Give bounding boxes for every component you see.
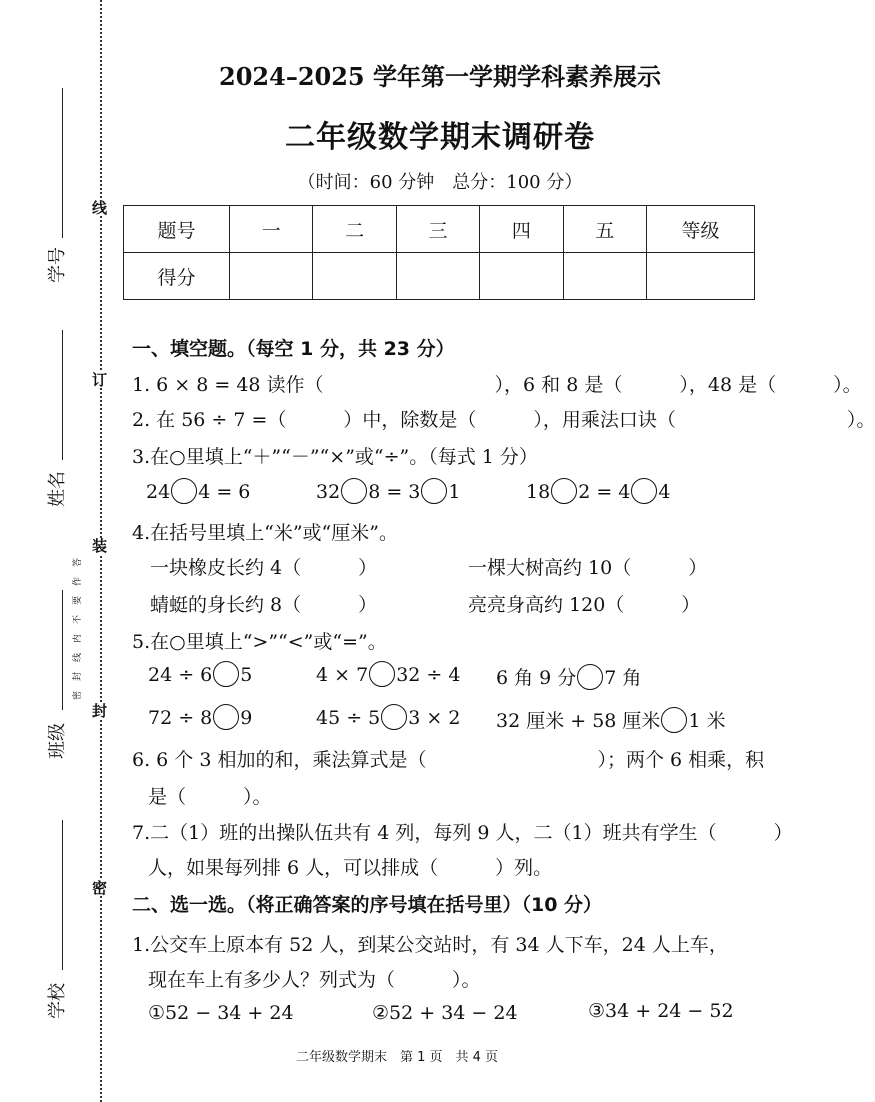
- score-cell: 等级: [647, 206, 755, 253]
- score-table: [123, 205, 755, 300]
- q5-item-left: 4 × 7: [316, 664, 369, 686]
- binding-note: 密封线内不要作答: [73, 547, 83, 700]
- question-1-7-line2: 人，如果每列排 6 人，可以排成（ ）列。: [148, 857, 553, 879]
- student-no-blank[interactable]: [62, 88, 63, 238]
- q4-item-4: 亮亮身高约 120（ ）: [468, 594, 701, 616]
- question-1-5: 5.在○里填上“>”“<”或“=”。: [132, 631, 387, 653]
- seal-char-xian: 线: [92, 199, 108, 217]
- q5-item-left: 6 角 9 分: [496, 667, 577, 689]
- question-2-1-line2: 现在车上有多少人？列式为（ ）。: [148, 969, 481, 991]
- answer-circle[interactable]: [551, 478, 577, 504]
- q3-item-3-left: 18: [526, 481, 551, 503]
- class-blank[interactable]: [62, 590, 63, 710]
- answer-circle[interactable]: [369, 661, 395, 687]
- school-blank[interactable]: [62, 820, 63, 970]
- answer-circle[interactable]: [631, 478, 657, 504]
- question-1-3: 3.在○里填上“＋”“－”“×”或“÷”。（每式 1 分）: [132, 446, 538, 468]
- q3-item-1-left: 24: [146, 481, 171, 503]
- q5-item-left: 72 ÷ 8: [148, 707, 213, 729]
- answer-circle[interactable]: [381, 704, 407, 730]
- answer-circle[interactable]: [171, 478, 197, 504]
- q5-item-1: [148, 663, 252, 689]
- option-1[interactable]: ①52 − 34 + 24: [148, 1002, 294, 1024]
- option-2[interactable]: ②52 + 34 − 24: [372, 1002, 518, 1024]
- exam-title-line2: 二年级数学期末调研卷: [285, 120, 595, 155]
- q3-item-3-right: 4: [658, 481, 671, 503]
- score-input-cell[interactable]: [647, 253, 755, 300]
- score-cell: 二: [313, 206, 396, 253]
- answer-circle[interactable]: [213, 704, 239, 730]
- q4-item-1: 一块橡皮长约 4（ ）: [150, 557, 378, 579]
- section2-heading: 二、选一选。（将正确答案的序号填在括号里）（10 分）: [132, 894, 603, 916]
- q3-item-2-mid: 8 = 3: [368, 481, 421, 503]
- score-cell: 题号: [124, 206, 230, 253]
- q5-item-right: 3 × 2: [408, 707, 461, 729]
- answer-circle[interactable]: [661, 707, 687, 733]
- score-row-label: 得分: [124, 253, 230, 300]
- answer-circle[interactable]: [421, 478, 447, 504]
- question-1-4: 4.在括号里填上“米”或“厘米”。: [132, 522, 398, 544]
- class-label: 班级: [47, 723, 68, 759]
- q5-item-right: 5: [240, 664, 253, 686]
- q5-item-left: 24 ÷ 6: [148, 664, 213, 686]
- score-cell: 四: [480, 206, 563, 253]
- score-cell: 三: [396, 206, 479, 253]
- score-cell: 一: [230, 206, 313, 253]
- q5-item-right: 9: [240, 707, 253, 729]
- q4-item-3: 蜻蜓的身长约 8（ ）: [150, 594, 378, 616]
- page-footer: 二年级数学期末 第 1 页 共 4 页: [295, 1050, 499, 1065]
- q5-item-right: 1 米: [688, 710, 726, 732]
- score-input-cell[interactable]: [396, 253, 479, 300]
- seal-char-ding: 订: [92, 371, 108, 389]
- q5-item-5: [316, 706, 460, 732]
- answer-circle[interactable]: [213, 661, 239, 687]
- q5-item-2: [316, 663, 460, 689]
- q5-item-right: 32 ÷ 4: [396, 664, 461, 686]
- option-3[interactable]: ③34 + 24 − 52: [588, 1000, 734, 1022]
- question-1-6-line1: 6. 6 个 3 相加的和，乘法算式是（ ）；两个 6 相乘，积: [132, 749, 765, 771]
- seal-char-mi: 密: [92, 879, 108, 897]
- q3-item-3-mid: 2 = 4: [578, 481, 631, 503]
- seal-char-feng: 封: [92, 702, 108, 720]
- answer-circle[interactable]: [577, 664, 603, 690]
- school-label: 学校: [47, 983, 68, 1019]
- q3-item-1: [146, 480, 250, 506]
- seal-char-zhuang: 装: [92, 537, 108, 555]
- q3-item-2: [316, 480, 460, 506]
- q5-item-right: 7 角: [604, 667, 642, 689]
- exam-title-line1: 2024–2025 学年第一学期学科素养展示: [219, 62, 661, 91]
- question-1-6-line2: 是（ ）。: [148, 786, 272, 808]
- answer-circle[interactable]: [341, 478, 367, 504]
- q5-item-3: [496, 663, 641, 692]
- score-input-cell[interactable]: [313, 253, 396, 300]
- question-1-2: 2. 在 56 ÷ 7 =（ ）中，除数是（ ），用乘法口诀（ ）。: [132, 409, 875, 431]
- section1-heading: 一、填空题。（每空 1 分，共 23 分）: [132, 338, 455, 360]
- exam-subtitle: （时间：60 分钟 总分：100 分）: [297, 172, 583, 193]
- q3-item-1-right: 4 = 6: [198, 481, 251, 503]
- name-label: 姓名: [47, 471, 68, 507]
- score-input-cell[interactable]: [563, 253, 646, 300]
- q5-item-6: [496, 706, 726, 735]
- score-cell: 五: [563, 206, 646, 253]
- q4-item-2: 一棵大树高约 10（ ）: [468, 557, 708, 579]
- q5-item-4: [148, 706, 252, 732]
- name-blank[interactable]: [62, 330, 63, 460]
- score-input-cell[interactable]: [230, 253, 313, 300]
- score-table-score-row: [124, 253, 755, 300]
- question-1-1: 1. 6 × 8 = 48 读作（ ），6 和 8 是（ ），48 是（ ）。: [132, 374, 862, 396]
- question-1-7-line1: 7.二（1）班的出操队伍共有 4 列，每列 9 人，二（1）班共有学生（ ）: [132, 822, 793, 844]
- q3-item-2-left: 32: [316, 481, 341, 503]
- q5-item-left: 32 厘米 + 58 厘米: [496, 710, 661, 732]
- q5-item-left: 45 ÷ 5: [316, 707, 381, 729]
- score-table-header-row: [124, 206, 755, 253]
- score-input-cell[interactable]: [480, 253, 563, 300]
- question-2-1-line1: 1.公交车上原本有 52 人，到某公交站时，有 34 人下车，24 人上车，: [132, 934, 728, 956]
- q3-item-3: [526, 480, 670, 506]
- student-no-label: 学号: [47, 247, 68, 283]
- q3-item-2-right: 1: [448, 481, 461, 503]
